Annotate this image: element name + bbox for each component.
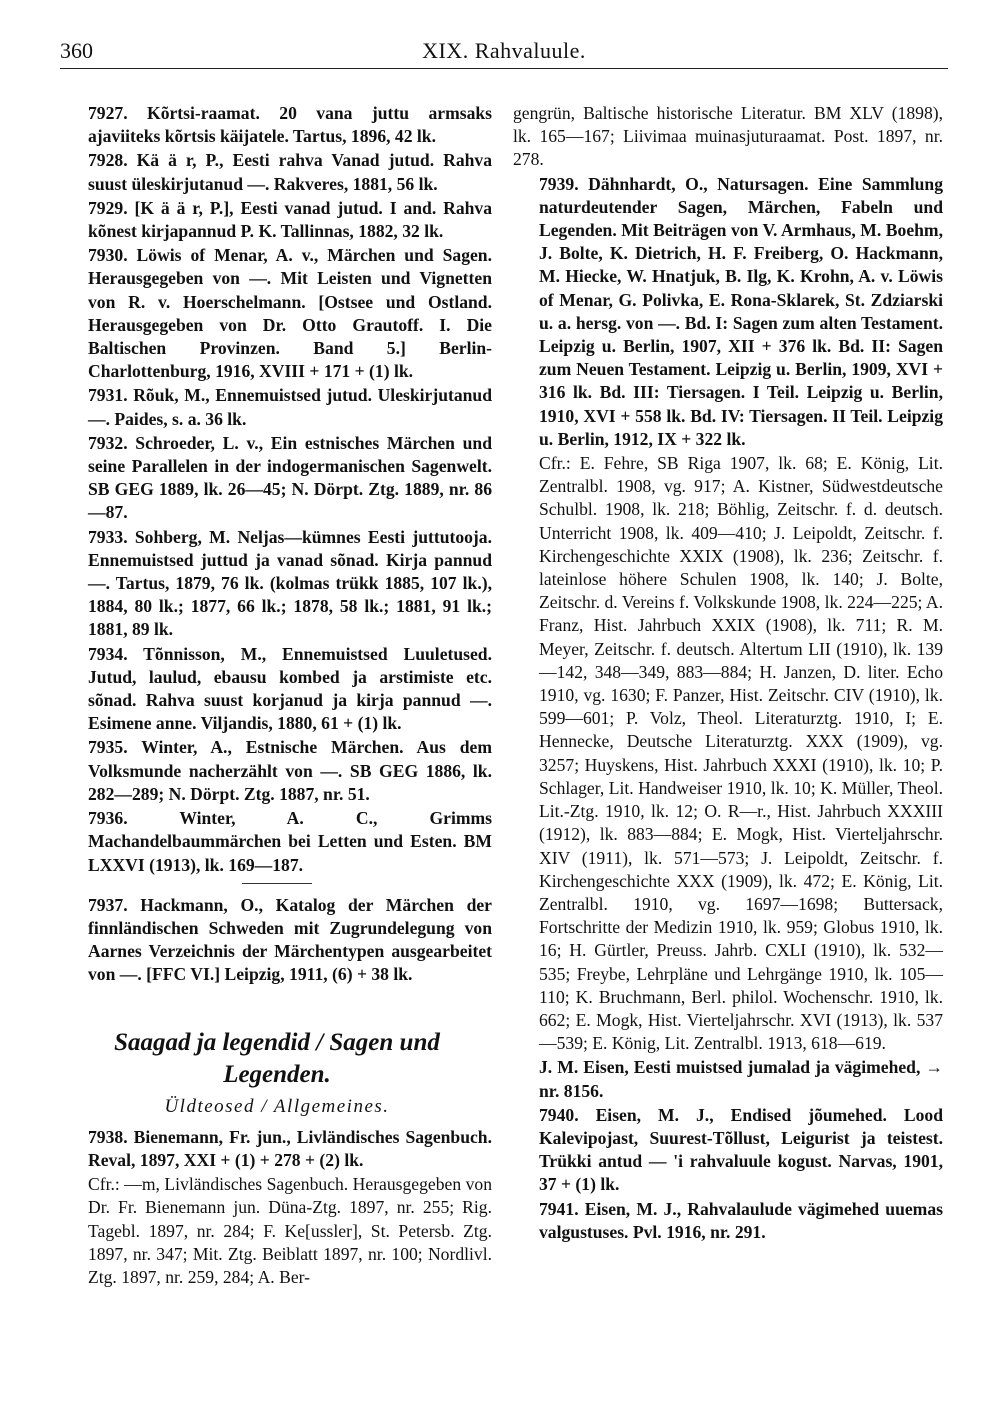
cross-reference: J. M. Eisen, Eesti muistsed jumalad ja vägimehed, → nr. 8156. (539, 1057, 943, 1101)
entry-7938-cfr: Cfr.: —m, Livländisches Sagenbuch. Herausgegeben von Dr. Fr. Bienemann jun. Düna-Ztg. 1897, nr. 255; Rig. Tagebl. 1897, nr. 284; F. Ke[ussler], St. Petersb. Ztg. 1897, nr. 347; Mit. Ztg. Beiblatt 1897, nr. 100; Nordlivl. Ztg. 1897, nr. 259, 284; A. Ber- (88, 1174, 492, 1287)
entry-7939: 7939. Dähnhardt, O., Natursagen. Eine Sammlung naturdeutender Sagen, Märchen, Fabeln und Legenden. Mit Beiträgen von V. Armhaus, M. Boehm, J. Bolte, K. Dietrich, H. F. Freiberg, O. Hackmann, M. Hiecke, W. Hnatjuk, B. Ilg, K. Krohn, A. v. Löwis of Menar, G. Polivka, E. Rona-Sklarek, St. Zdziarski u. a. hersg. von —. Bd. I: Sagen zum alten Testament. Leipzig u. Berlin, 1907, XII + 376 lk. Bd. II: Sagen zum Neuen Testament. Leipzig u. Berlin, 1909, XVI + 316 lk. Bd. III: Tiersagen. I Teil. Leipzig u. Berlin, 1910, XVI + 558 lk. Bd. IV: Tiersagen. II Teil. Leipzig u. Berlin, 1912, IX + 322 lk. (539, 173, 943, 449)
entry-7935: 7935. Winter, A., Estnische Märchen. Aus dem Volksmunde nacherzählt von —. SB GEG 1886, lk. 282—289; N. Dörpt. Ztg. 1887, nr. 51. (88, 737, 492, 804)
entry-7931: 7931. Rõuk, M., Ennemuistsed jutud. Uleskirjutanud —. Paides, s. a. 36 lk. (88, 385, 492, 429)
section-subtitle: Üldteosed / Allgemeines. (164, 1095, 390, 1117)
page-header (60, 38, 948, 72)
entry-7936: 7936. Winter, A. C., Grimms Machandelbaummärchen bei Letten und Esten. BM LXXVI (1913), lk. 169—187. (88, 808, 492, 875)
running-head: XIX. Rahvaluule. (422, 38, 586, 63)
left-column (62, 102, 492, 1290)
entry-7938: 7938. Bienemann, Fr. jun., Livländisches Sagenbuch. Reval, 1897, XXI + (1) + 278 + (2) lk. (88, 1126, 492, 1170)
entry-7927: 7927. Kõrtsi-raamat. 20 vana juttu armsaks ajaviiteks kõrtsis käijatele. Tartus, 1896, 42 lk. (88, 103, 492, 147)
continuation-text: gengrün, Baltische historische Literatur. BM XLV (1898), lk. 165—167; Liivimaa muinasjuturaamat. Post. 1897, nr. 278. (513, 103, 943, 170)
entry-7928: 7928. Kä ä r, P., Eesti rahva Vanad jutud. Rahva suust üleskirjutanud —. Rakveres, 1881, 56 lk. (88, 150, 492, 194)
page-number: 360 (60, 38, 93, 63)
entry-7929: 7929. [K ä ä r, P.], Eesti vanad jutud. I and. Rahva kõnest kirjapannud P. K. Tallinnas, 1882, 32 lk. (88, 197, 492, 242)
entry-7934: 7934. Tõnnisson, M., Ennemuistsed Luuletused. Jutud, laulud, ebausu kombed ja arstimiste etc. sõnad. Rahva suust korjanud ja kirja pannud —. Esimene anne. Viljandis, 1880, 61 + (1) lk. (88, 643, 492, 734)
header-rule (60, 68, 948, 69)
right-column (513, 102, 943, 1245)
entry-7941: 7941. Eisen, M. J., Rahvalaulude vägimehed uuemas valgustuses. Pvl. 1916, nr. 291. (539, 1198, 943, 1242)
separator-rule (242, 883, 312, 884)
section-title: Saagad ja legendid / Sagen und Legenden. (114, 1028, 440, 1088)
entry-7933: 7933. Sohberg, M. Neljas—kümnes Eesti juttutooja. Ennemuistsed juttud ja vanad sõnad. Kirja pannud —. Tartus, 1879, 76 lk. (kolmas trükk 1885, 107 lk.), 1884, 80 lk.; 1877, 66 lk.; 1878, 58 lk.; 1881, 91 lk.; 1881, 89 lk. (88, 526, 492, 640)
entry-7930: 7930. Löwis of Menar, A. v., Märchen und Sagen. Herausgegeben von —. Mit Leisten und Vignetten von R. v. Hoerschelmann. [Ostsee und Ostland. Herausgegeben von Dr. Otto Grautoff. I. Die Baltischen Provinzen. Band 5.] Berlin-Charlottenburg, 1916, XVIII + 171 + (1) lk. (88, 245, 492, 382)
entry-7940: 7940. Eisen, M. J., Endised jõumehed. Lood Kalevipojast, Suurest-Tõllust, Leigurist ja teistest. Trükki antud — 'i rahvaluule kogust. Narvas, 1901, 37 + (1) lk. (539, 1104, 943, 1195)
entry-7932: 7932. Schroeder, L. v., Ein estnisches Märchen und seine Parallelen in der indogermanischen Sagenwelt. SB GEG 1889, lk. 26—45; N. Dörpt. Ztg. 1889, nr. 86—87. (88, 432, 492, 523)
entry-7937: 7937. Hackmann, O., Katalog der Märchen der finnländischen Schweden mit Zugrundelegung von Aarnes Verzeichnis der Märchentypen ausgearbeitet von —. [FFC VI.] Leipzig, 1911, (6) + 38 lk. (88, 894, 492, 985)
entry-7939-cfr: Cfr.: E. Fehre, SB Riga 1907, lk. 68; E. König, Lit. Zentralbl. 1908, vg. 917; A. Kistner, Südwestdeutsche Schulbl. 1908, lk. 218; Böhlig, Zeitschr. f. d. deutsch. Unterricht 1908, lk. 409—410; J. Leipoldt, Zeitschr. f. Kirchengeschichte XXIX (1908), lk. 236; Zeitschr. f. lateinlose höhere Schulen 1908, lk. 140; J. Bolte, Zeitschr. d. Vereins f. Volkskunde 1908, lk. 224—225; A. Franz, Hist. Jahrbuch XXIX (1908), lk. 711; R. M. Meyer, Zeitschr. f. deutsch. Altertum LII (1910), lk. 139—142, 348—349, 883—884; H. Janzen, D. liter. Echo 1910, vg. 1630; F. Panzer, Hist. Zeitschr. CIV (1910), lk. 599—601; P. Volz, Theol. Literaturztg. 1910, I; E. Hennecke, Deutsche Literaturztg. XXX (1909), vg. 3257; Huyskens, Hist. Jahrbuch XXXI (1910), lk. 10; P. Schlager, Lit. Handweiser 1910, lk. 10; K. Müller, Theol. Lit.-Ztg. 1910, lk. 12; O. R—r., Hist. Jahrbuch XXXIII (1912), lk. 883—884; E. Mogk, Hist. Vierteljahrschr. XIV (1911), lk. 571—573; J. Leipoldt, Zeitschr. f. Kirchengeschichte XXX (1909), lk. 472; E. König, Lit. Zentralbl. 1910, vg. 1697—1698; Buttersack, Fortschritte der Medizin 1910, lk. 959; Globus 1910, lk. 16; H. Gürtler, Preuss. Jahrb. CXLI (1910), lk. 532—535; Freybe, Lehrpläne und Lehrgänge 1910, lk. 105—110; K. Bruchmann, Berl. philol. Wochenschr. 1910, lk. 662; E. Mogk, Hist. Vierteljahrschr. XVI (1913), lk. 537—539; E. König, Lit. Zentralbl. 1913, 618—619. (539, 453, 943, 1054)
